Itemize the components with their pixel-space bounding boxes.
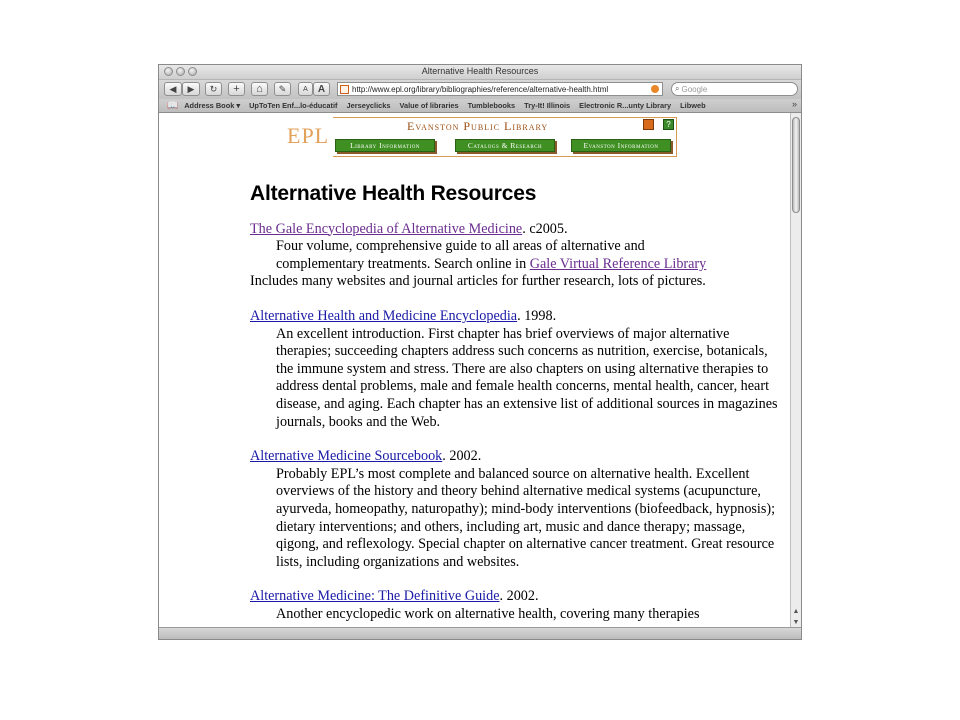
resource-year: . 1998.	[517, 307, 557, 324]
window-title: Alternative Health Resources	[421, 66, 539, 76]
site-favicon-icon	[340, 85, 349, 94]
bookmark-try-it-illinois[interactable]: Try-It! Illinois	[524, 101, 571, 110]
gale-virtual-reference-link[interactable]: Gale Virtual Reference Library	[529, 255, 707, 272]
search-placeholder: Google	[681, 84, 708, 94]
home-icon: ⌂	[256, 83, 263, 95]
scroll-up-arrow-icon[interactable]: ▲	[792, 608, 800, 615]
resource-note: Includes many websites and journal articles for further research, lots of pictures.	[250, 273, 706, 290]
page-title: Alternative Health Resources	[250, 182, 537, 205]
text-smaller-button[interactable]: A	[298, 82, 313, 96]
search-icon: ⌕	[675, 84, 680, 93]
search-field[interactable]	[671, 82, 798, 96]
browser-window	[158, 64, 802, 640]
scroll-thumb[interactable]	[792, 117, 800, 213]
resource-entry	[250, 221, 780, 291]
resource-entry	[250, 588, 780, 623]
bookmark-uptoten[interactable]: UpToTen Enf...lo-éducatif	[249, 101, 338, 110]
pencil-icon: ✎	[278, 83, 287, 94]
forward-button[interactable]	[182, 82, 200, 96]
resource-link[interactable]: Alternative Health and Medicine Encyclopedia	[250, 307, 518, 324]
resource-description: Another encyclopedic work on alternative health, covering many therapies	[276, 605, 700, 622]
bookmark-electronic-resources[interactable]: Electronic R...unty Library	[579, 101, 672, 110]
bookmark-address-book[interactable]: Address Book ▾	[184, 101, 241, 110]
reload-icon: ↻	[209, 83, 218, 94]
bookmark-value-of-libraries[interactable]: Value of libraries	[399, 101, 459, 110]
address-bar[interactable]	[337, 82, 663, 96]
snapback-icon[interactable]	[651, 85, 659, 93]
vertical-scrollbar[interactable]	[790, 113, 801, 629]
nav-evanston-information[interactable]: Evanston Information	[571, 139, 671, 152]
url-text[interactable]: http://www.epl.org/library/bibliographies/reference/alternative-health.html	[352, 84, 609, 94]
home-icon[interactable]	[643, 119, 654, 130]
resource-description: An excellent introduction. First chapter has brief overviews of major alternative therapies; succeeding chapters address such concerns as nutrition, exercise, botanicals, the immune system and stress. There are also chapters on using alternative therapies to address dental problems, male and female health concerns, mental health, cancer, heart disease, and aging. Each chapter has an extensive list of additional sources in magazines journals, books and the Web.	[276, 325, 778, 430]
text-larger-button[interactable]: A	[313, 82, 330, 96]
epl-banner	[287, 117, 679, 159]
page-content	[250, 182, 780, 629]
title-bar[interactable]	[159, 65, 801, 80]
resource-link[interactable]: Alternative Medicine: The Definitive Guide	[250, 588, 500, 605]
open-book-icon[interactable]: 📖	[167, 100, 179, 110]
bookmarks-bar	[159, 99, 801, 113]
resource-link[interactable]: The Gale Encyclopedia of Alternative Medicine	[250, 220, 523, 237]
back-button[interactable]	[164, 82, 182, 96]
more-bookmarks-chevron-icon[interactable]: »	[791, 99, 797, 109]
edit-button[interactable]	[274, 82, 291, 96]
scroll-down-arrow-icon[interactable]: ▼	[792, 619, 800, 626]
forward-arrow-icon: ▶	[187, 83, 195, 94]
bookmark-jerseyclicks[interactable]: Jerseyclicks	[346, 101, 391, 110]
resource-entry	[250, 308, 780, 431]
library-title[interactable]: Evanston Public Library	[407, 119, 549, 133]
plus-icon: +	[233, 83, 240, 95]
resource-entry	[250, 448, 780, 571]
resource-year: . c2005.	[522, 220, 568, 237]
nav-catalogs-research[interactable]: Catalogs & Research	[455, 139, 555, 152]
nav-library-information[interactable]: Library Information	[335, 139, 435, 152]
page-viewport	[159, 113, 791, 629]
back-arrow-icon: ◀	[169, 83, 177, 94]
resource-description: Probably EPL’s most complete and balanced source on alternative health. Excellent overviews of the history and theory behind alternative medical systems (acupuncture, ayurveda, homeopathy, naturopathy); mind-body interventions (biofeedback, hypnosis); dietary interventions; and others, including art, music and dance therapy; massage, qigong, and reflexology. Special chapter on alternative cancer treatment. Great resource lists, including organizations and websites.	[276, 465, 776, 570]
browser-toolbar	[159, 80, 801, 99]
reload-button[interactable]	[205, 82, 222, 96]
resource-year: . 2002.	[499, 588, 539, 605]
status-bar	[159, 627, 802, 639]
resource-year: . 2002.	[442, 448, 482, 465]
add-bookmark-button[interactable]	[228, 82, 245, 96]
help-icon[interactable]: ?	[663, 119, 674, 130]
resource-description: Four volume, comprehensive guide to all areas of alternative and complementary treatments. Search online in Gale Virtual Reference Library	[276, 238, 707, 272]
bookmark-libweb[interactable]: Libweb	[680, 101, 706, 110]
home-button[interactable]	[251, 82, 268, 96]
epl-logo[interactable]: EPL	[287, 123, 330, 148]
resource-link[interactable]: Alternative Medicine Sourcebook	[250, 448, 443, 465]
bookmark-tumblebooks[interactable]: Tumblebooks	[467, 101, 516, 110]
